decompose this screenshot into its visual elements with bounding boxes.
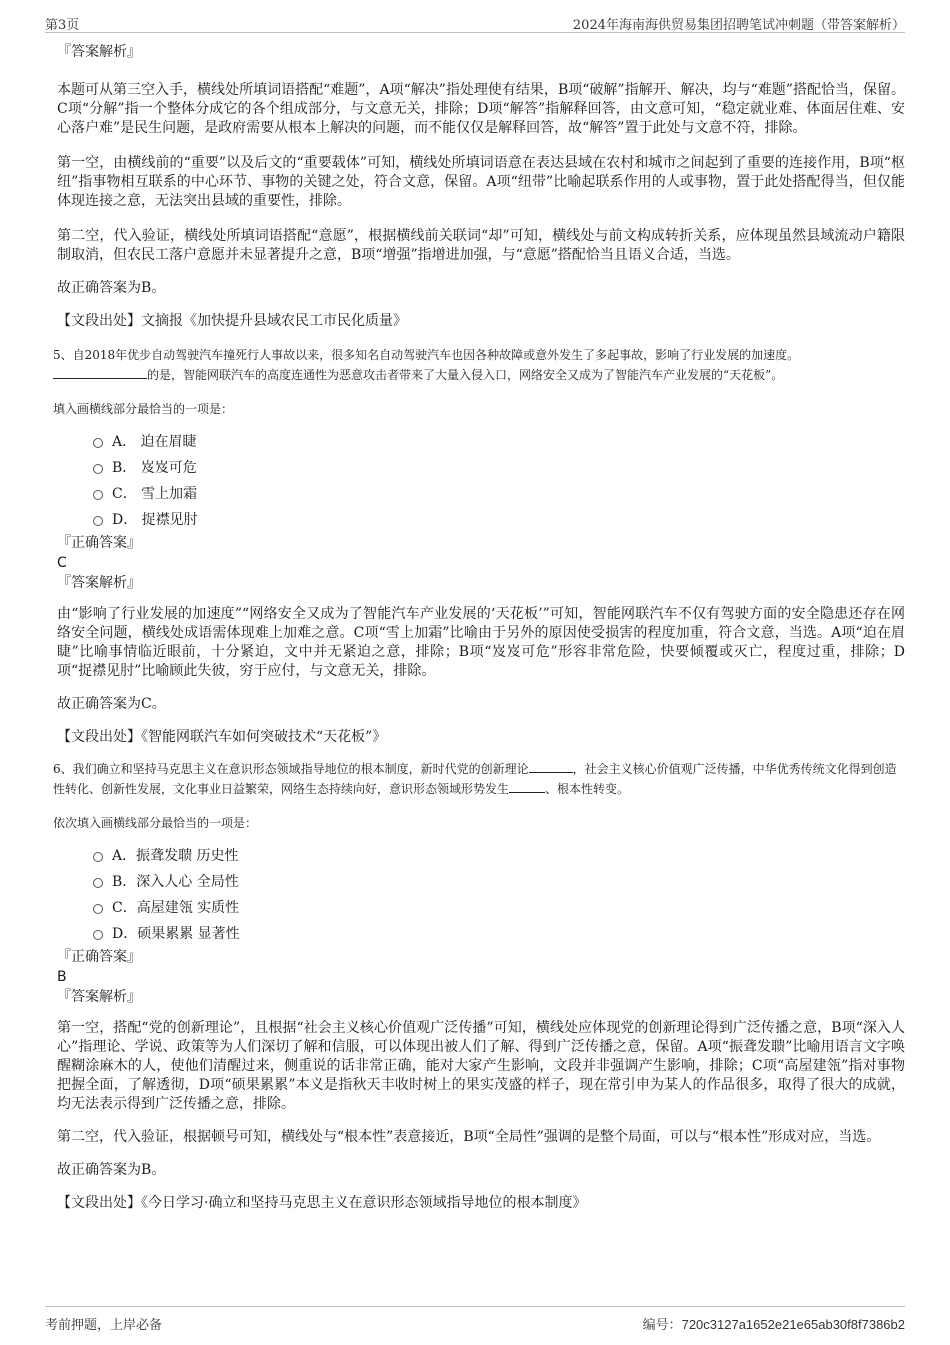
option-d[interactable]: [93, 507, 905, 533]
question-prompt: 依次填入画横线部分最恰当的一项是：: [53, 816, 258, 830]
correct-answer-label: 『正确答案』: [57, 949, 141, 965]
option-label: C． 雪上加霜: [112, 486, 198, 502]
analysis-paragraph: 第一空，搭配“党的创新理论”，且根据“社会主义核心价值观广泛传播”可知，横线处应体现党的创新理论得到广泛传播之意，B项“深入人心”指理论、学说、政策等为人们深切了解和信服，可以体现出被人们了解、得到广泛传播之意，保留。A项“振聋发聩”比喻用语言文字唤醒糊涂麻木的人，使他们清醒过来，侧重说的话非常正确，能对大家产生影响，文段并非强调产生影响，排除；C项“高屋建瓴”指对事物把握全面，了解透彻，D项“硕果累累”本义是指秋天丰收时树上的果实茂盛的样子，现在常引申为某人的作品很多，取得了很大的成就，均无法表示得到广泛传播之意，排除。: [57, 1020, 905, 1112]
radio-icon[interactable]: [93, 930, 103, 940]
option-label: B．深入人心 全局性: [112, 874, 239, 890]
page-number: 第3页: [45, 18, 80, 33]
option-d[interactable]: [93, 921, 905, 947]
option-label: A．振聋发聩 历史性: [112, 848, 239, 864]
fill-blank: [509, 780, 545, 793]
option-a[interactable]: [93, 843, 905, 869]
analysis-paragraph: 由“影响了行业发展的加速度”“网络安全又成为了智能汽车产业发展的‘天花板’”可知，智能网联汽车不仅有驾驶方面的安全隐患还存在网络安全问题，横线处成语需体现难上加难之意。C项“雪上加霜”比喻由于另外的原因使受损害的程度加重，符合文意，当选。A项“迫在眉睫”比喻事情临近眼前，十分紧迫，文中并无紧迫之意，排除；B项“岌岌可危”形容非常危险，快要倾覆或灭亡，程度过重，排除；D项“捉襟见肘”比喻顾此失彼，穷于应付，与文意无关，排除。: [57, 606, 905, 679]
analysis-paragraph: 第二空，代入验证，根据顿号可知，横线处与“根本性”表意接近，B项“全局性”强调的是整个局面，可以与“根本性”形成对应，当选。: [57, 1129, 881, 1145]
question-stem-text: ，社会主义核心价值观广泛传播，中华优秀传统文化得到创造性转化、创新性发展，文化事业日益繁荣，网络生态持续向好，意识形态领域形势发生: [53, 762, 897, 796]
answer-conclusion: 故正确答案为B。: [57, 280, 166, 296]
analysis-label: 『答案解析』: [57, 989, 141, 1005]
option-label: D．硕果累累 显著性: [112, 926, 240, 942]
option-label: B． 岌岌可危: [112, 460, 197, 476]
source-citation: 【文段出处】《智能网联汽车如何突破技术“天花板”》: [57, 729, 387, 745]
question-prompt: 填入画横线部分最恰当的一项是：: [53, 402, 234, 416]
answer-conclusion: 故正确答案为C。: [57, 696, 166, 712]
source-citation: 【文段出处】文摘报《加快提升县域农民工市民化质量》: [57, 313, 407, 329]
analysis-paragraph: 本题可从第三空入手，横线处所填词语搭配“难题”，A项“解决”指处理使有结果，B项“破解”指解开、解决，均与“难题”搭配恰当，保留。C项“分解”指一个整体分成它的各个组成部分，与文意无关，排除；D项“解答”指解释回答，由文意可知，“稳定就业难、体面居住难、安心落户难”是民生问题，是政府需要从根本上解决的问题，而不能仅仅是解释回答，故“解答”置于此处与文意不符，排除。: [57, 82, 905, 136]
question-5: [53, 345, 905, 533]
question-stem: [53, 759, 905, 799]
document-title: 2024年海南海供贸易集团招聘笔试冲刺题（带答案解析）: [572, 18, 905, 33]
option-b[interactable]: [93, 455, 905, 481]
analysis-paragraph: 第一空，由横线前的“重要”以及后文的“重要载体”可知，横线处所填词语意在表达县域在农村和城市之间起到了重要的连接作用，B项“枢纽”指事物相互联系的中心环节、事物的关键之处，符合文意，保留。A项“纽带”比喻起联系作用的人或事物，置于此处搭配得当，但仅能体现连接之意，无法突出县域的重要性，排除。: [57, 155, 905, 209]
radio-icon[interactable]: [93, 516, 103, 526]
page-footer: [45, 1306, 905, 1333]
footer-slogan: 考前押题，上岸必备: [45, 1318, 163, 1333]
analysis-paragraph: 第二空，代入验证，横线处所填词语搭配“意愿”，根据横线前关联词“却”可知，横线处与前文构成转折关系，应体现虽然县域流动户籍限制取消，但农民工落户意愿并未显著提升之意，B项“增强”指增进加强，与“意愿”搭配恰当且语义合适，当选。: [57, 228, 905, 263]
document-body: [53, 42, 905, 1213]
option-a[interactable]: [93, 429, 905, 455]
radio-icon[interactable]: [93, 438, 103, 448]
correct-answer: B: [57, 969, 67, 985]
analysis-label: 『答案解析』: [57, 575, 141, 591]
option-label: C．高屋建瓴 实质性: [112, 900, 240, 916]
option-list: [53, 429, 905, 533]
question-6: [53, 759, 905, 947]
correct-answer-label: 『正确答案』: [57, 535, 141, 551]
code-label: 编号：: [642, 1318, 682, 1333]
page-header: [45, 10, 905, 33]
fill-blank: [529, 760, 573, 773]
answer-conclusion: 故正确答案为B。: [57, 1162, 166, 1178]
code-value: 720c3127a1652e21e65ab30f8f7386b2: [681, 1317, 905, 1332]
fill-blank: [53, 366, 147, 379]
radio-icon[interactable]: [93, 904, 103, 914]
question-stem-text: 6、我们确立和坚持马克思主义在意识形态领域指导地位的根本制度，新时代党的创新理论: [53, 762, 529, 776]
correct-answer: C: [57, 555, 67, 571]
document-code: [643, 1314, 905, 1333]
source-citation: 【文段出处】《今日学习·确立和坚持马克思主义在意识形态领域指导地位的根本制度》: [57, 1195, 587, 1211]
option-label: A． 迫在眉睫: [112, 434, 197, 450]
option-b[interactable]: [93, 869, 905, 895]
option-label: D． 捉襟见肘: [112, 512, 198, 528]
option-c[interactable]: [93, 481, 905, 507]
radio-icon[interactable]: [93, 490, 103, 500]
radio-icon[interactable]: [93, 464, 103, 474]
radio-icon[interactable]: [93, 878, 103, 888]
question-stem-text: 的是，智能网联汽车的高度连通性为恶意攻击者带来了大量入侵入口，网络安全又成为了智能汽车产业发展的“天花板”。: [147, 368, 784, 382]
analysis-label: 『答案解析』: [57, 44, 141, 60]
question-stem-text: 、根本性转变。: [545, 782, 630, 796]
option-c[interactable]: [93, 895, 905, 921]
question-stem-text: 5、自2018年优步自动驾驶汽车撞死行人事故以来，很多知名自动驾驶汽车也因各种故障或意外发生了多起事故，影响了行业发展的加速度。: [53, 348, 800, 362]
radio-icon[interactable]: [93, 852, 103, 862]
option-list: [53, 843, 905, 947]
question-stem: [53, 345, 905, 385]
